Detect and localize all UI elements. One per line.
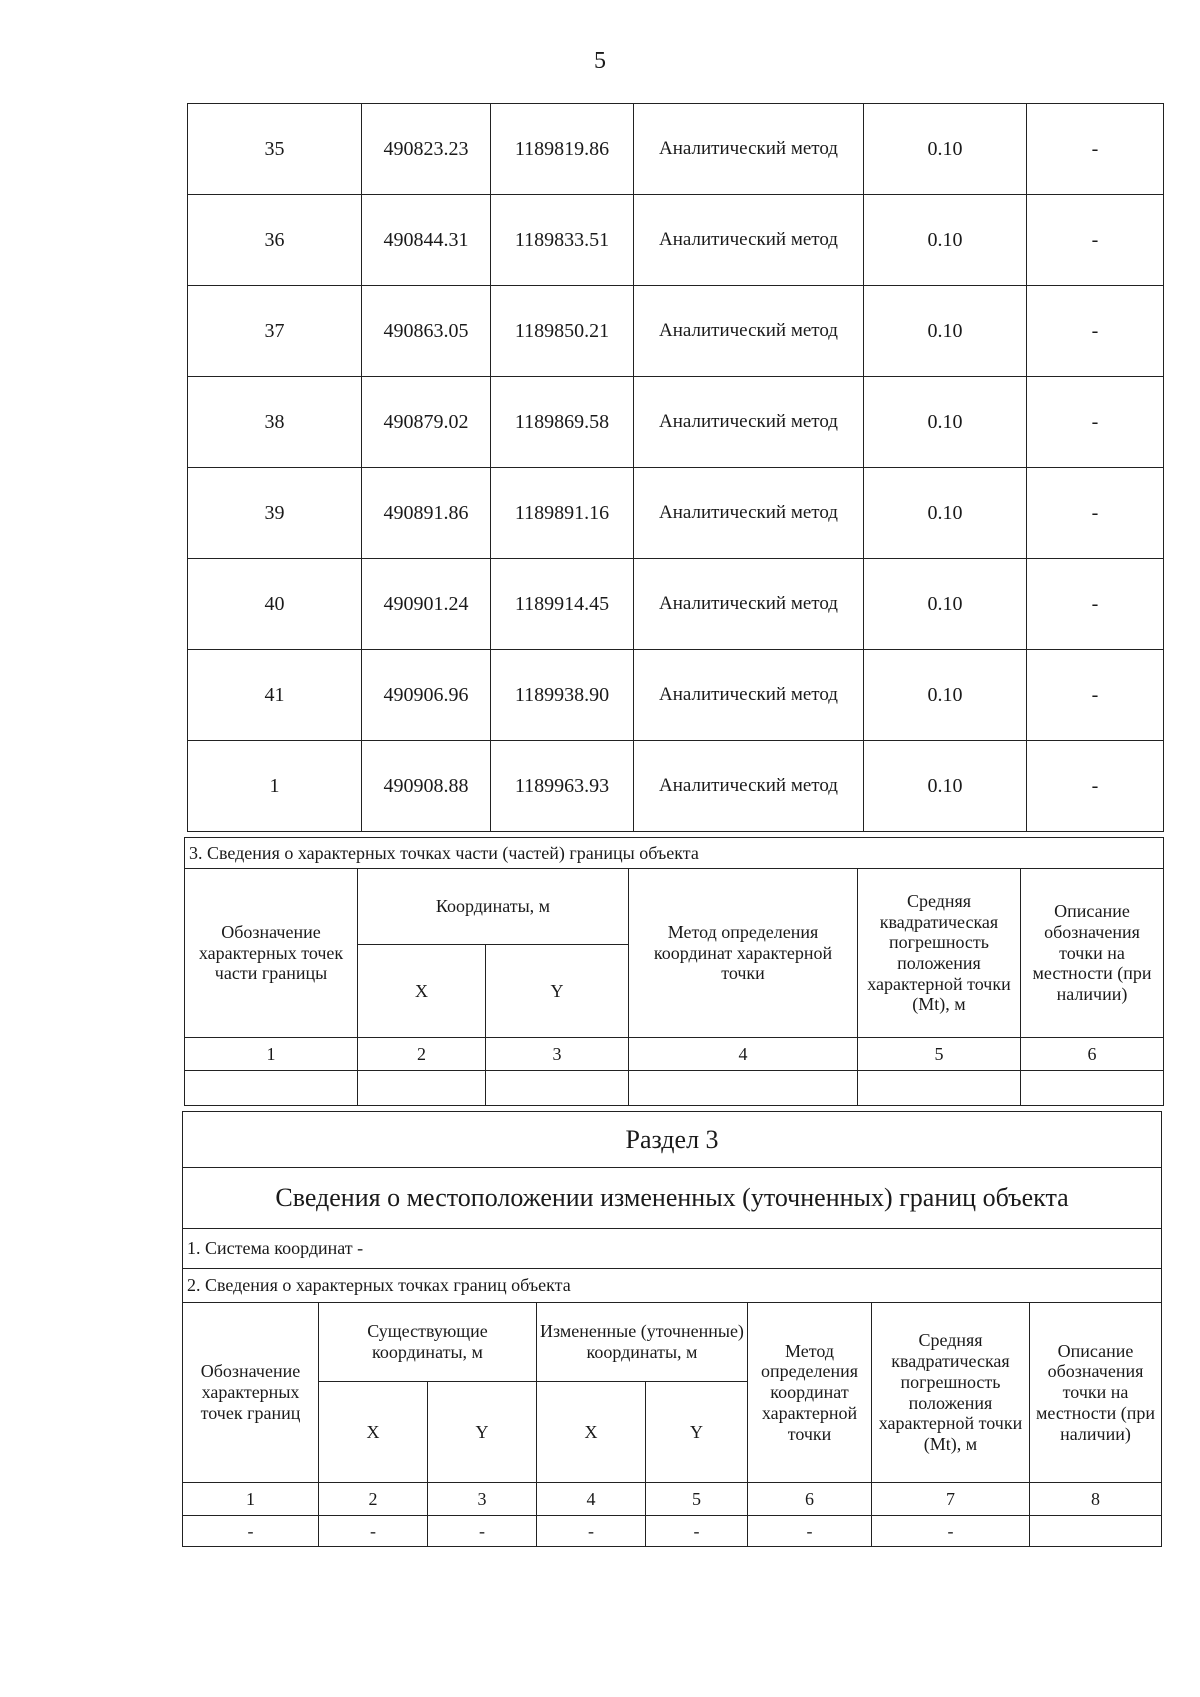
method-cell: Аналитический метод bbox=[634, 650, 864, 741]
coord-y: 1189850.21 bbox=[491, 286, 634, 377]
mt-cell: 0.10 bbox=[864, 195, 1027, 286]
desc-cell: - bbox=[1027, 741, 1164, 832]
coordinate-system-label: 1. Система координат - bbox=[183, 1229, 1162, 1269]
sec3-col-number: 7 bbox=[872, 1483, 1030, 1516]
point-number: 35 bbox=[188, 104, 362, 195]
sec3-empty-cell: - bbox=[646, 1516, 748, 1547]
coord-x: 490906.96 bbox=[362, 650, 491, 741]
parts-header-y: Y bbox=[486, 945, 629, 1038]
sec3-empty-cell: - bbox=[872, 1516, 1030, 1547]
parts-empty-cell bbox=[858, 1071, 1021, 1106]
point-number: 38 bbox=[188, 377, 362, 468]
section3-subtitle: Сведения о местоположении измененных (уточненных) границ объекта bbox=[183, 1168, 1162, 1229]
parts-header-x: X bbox=[358, 945, 486, 1038]
parts-empty-cell bbox=[629, 1071, 858, 1106]
sec3-empty-cell: - bbox=[428, 1516, 537, 1547]
boundary-points-table bbox=[187, 103, 1164, 832]
sec3-col-number: 5 bbox=[646, 1483, 748, 1516]
method-cell: Аналитический метод bbox=[634, 104, 864, 195]
sec3-empty-cell: - bbox=[748, 1516, 872, 1547]
point-row bbox=[188, 650, 1164, 741]
mt-cell: 0.10 bbox=[864, 286, 1027, 377]
parts-header-method: Метод определения координат характерной точки bbox=[629, 869, 858, 1038]
sec3-empty-cell bbox=[1030, 1516, 1162, 1547]
coord-y: 1189963.93 bbox=[491, 741, 634, 832]
sec3-empty-row bbox=[183, 1516, 1162, 1547]
coord-y: 1189938.90 bbox=[491, 650, 634, 741]
parts-col-number: 1 bbox=[185, 1038, 358, 1071]
parts-header-mt: Средняя квадратическая погрешность положения характерной точки (Mt), м bbox=[858, 869, 1021, 1038]
point-row bbox=[188, 741, 1164, 832]
desc-cell: - bbox=[1027, 468, 1164, 559]
sec3-header-y-existing: Y bbox=[428, 1382, 537, 1483]
section3-table bbox=[182, 1111, 1162, 1547]
sec3-col-number: 6 bbox=[748, 1483, 872, 1516]
sec3-header-changed: Измененные (уточненные) координаты, м bbox=[537, 1303, 748, 1382]
coord-y: 1189819.86 bbox=[491, 104, 634, 195]
sec3-col-number: 4 bbox=[537, 1483, 646, 1516]
sec3-header-existing: Существующие координаты, м bbox=[319, 1303, 537, 1382]
coord-x: 490908.88 bbox=[362, 741, 491, 832]
point-row bbox=[188, 104, 1164, 195]
mt-cell: 0.10 bbox=[864, 741, 1027, 832]
coord-x: 490891.86 bbox=[362, 468, 491, 559]
coord-x: 490879.02 bbox=[362, 377, 491, 468]
parts-header-designation: Обозначение характерных точек части границы bbox=[185, 869, 358, 1038]
coord-y: 1189833.51 bbox=[491, 195, 634, 286]
parts-header-desc: Описание обозначения точки на местности (при наличии) bbox=[1021, 869, 1164, 1038]
method-cell: Аналитический метод bbox=[634, 468, 864, 559]
section3-title: Раздел 3 bbox=[183, 1112, 1162, 1168]
desc-cell: - bbox=[1027, 104, 1164, 195]
method-cell: Аналитический метод bbox=[634, 741, 864, 832]
sec3-col-number: 2 bbox=[319, 1483, 428, 1516]
boundary-points-body bbox=[188, 104, 1164, 832]
desc-cell: - bbox=[1027, 286, 1164, 377]
point-number: 39 bbox=[188, 468, 362, 559]
method-cell: Аналитический метод bbox=[634, 195, 864, 286]
method-cell: Аналитический метод bbox=[634, 559, 864, 650]
mt-cell: 0.10 bbox=[864, 377, 1027, 468]
boundary-parts-table bbox=[184, 837, 1164, 1106]
desc-cell: - bbox=[1027, 559, 1164, 650]
mt-cell: 0.10 bbox=[864, 468, 1027, 559]
parts-col-number: 3 bbox=[486, 1038, 629, 1071]
page-number: 5 bbox=[594, 48, 606, 74]
point-row bbox=[188, 286, 1164, 377]
parts-header-coords: Координаты, м bbox=[358, 869, 629, 945]
parts-col-number: 4 bbox=[629, 1038, 858, 1071]
parts-empty-cell bbox=[185, 1071, 358, 1106]
sec3-col-number: 3 bbox=[428, 1483, 537, 1516]
coord-y: 1189914.45 bbox=[491, 559, 634, 650]
sec3-header-x-changed: X bbox=[537, 1382, 646, 1483]
point-number: 1 bbox=[188, 741, 362, 832]
mt-cell: 0.10 bbox=[864, 559, 1027, 650]
sec3-empty-cell: - bbox=[537, 1516, 646, 1547]
parts-empty-cell bbox=[486, 1071, 629, 1106]
point-row bbox=[188, 377, 1164, 468]
sec3-header-desc: Описание обозначения точки на местности (при наличии) bbox=[1030, 1303, 1162, 1483]
method-cell: Аналитический метод bbox=[634, 286, 864, 377]
sec3-header-designation: Обозначение характерных точек границ bbox=[183, 1303, 319, 1483]
sec3-empty-cell: - bbox=[319, 1516, 428, 1547]
sec3-empty-cell: - bbox=[183, 1516, 319, 1547]
method-cell: Аналитический метод bbox=[634, 377, 864, 468]
parts-col-number: 5 bbox=[858, 1038, 1021, 1071]
sec3-col-number: 1 bbox=[183, 1483, 319, 1516]
point-number: 36 bbox=[188, 195, 362, 286]
sec3-header-y-changed: Y bbox=[646, 1382, 748, 1483]
point-number: 37 bbox=[188, 286, 362, 377]
coord-x: 490901.24 bbox=[362, 559, 491, 650]
point-number: 41 bbox=[188, 650, 362, 741]
mt-cell: 0.10 bbox=[864, 650, 1027, 741]
parts-section-title: 3. Сведения о характерных точках части (частей) границы объекта bbox=[185, 838, 1164, 869]
parts-empty-cell bbox=[1021, 1071, 1164, 1106]
sec3-col-number: 8 bbox=[1030, 1483, 1162, 1516]
boundary-points-title: 2. Сведения о характерных точках границ объекта bbox=[183, 1269, 1162, 1303]
point-row bbox=[188, 468, 1164, 559]
coord-x: 490823.23 bbox=[362, 104, 491, 195]
coord-x: 490844.31 bbox=[362, 195, 491, 286]
desc-cell: - bbox=[1027, 377, 1164, 468]
parts-col-number: 6 bbox=[1021, 1038, 1164, 1071]
sec3-header-x-existing: X bbox=[319, 1382, 428, 1483]
desc-cell: - bbox=[1027, 195, 1164, 286]
sec3-numbers-row bbox=[183, 1483, 1162, 1516]
point-row bbox=[188, 195, 1164, 286]
coord-y: 1189891.16 bbox=[491, 468, 634, 559]
parts-col-number: 2 bbox=[358, 1038, 486, 1071]
desc-cell: - bbox=[1027, 650, 1164, 741]
point-row bbox=[188, 559, 1164, 650]
sec3-header-method: Метод определения координат характерной точки bbox=[748, 1303, 872, 1483]
coord-x: 490863.05 bbox=[362, 286, 491, 377]
point-number: 40 bbox=[188, 559, 362, 650]
coord-y: 1189869.58 bbox=[491, 377, 634, 468]
sec3-header-mt: Средняя квадратическая погрешность положения характерной точки (Mt), м bbox=[872, 1303, 1030, 1483]
parts-empty-cell bbox=[358, 1071, 486, 1106]
mt-cell: 0.10 bbox=[864, 104, 1027, 195]
